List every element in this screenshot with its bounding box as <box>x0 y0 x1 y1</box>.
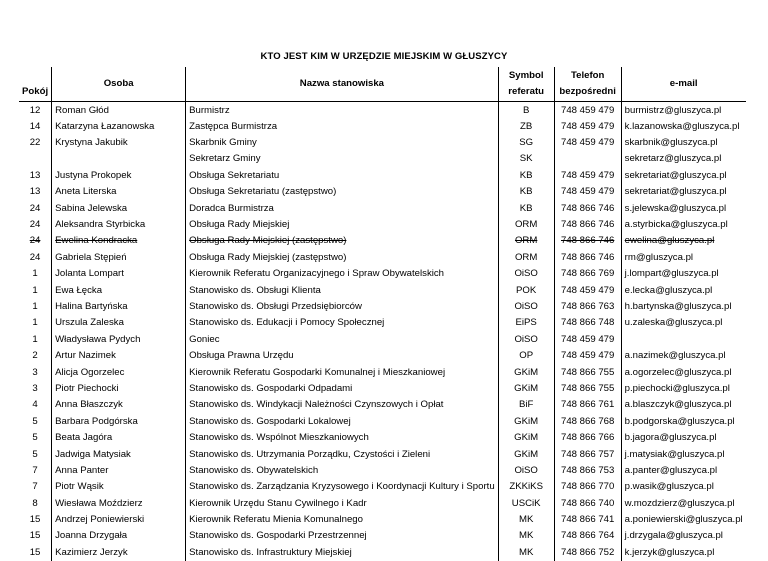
person-cell: Jadwiga Matysiak <box>52 446 186 462</box>
person-cell: Piotr Piechocki <box>52 380 186 396</box>
email-cell: b.podgorska@gluszyca.pl <box>621 413 746 429</box>
symbol-cell: MK <box>498 511 554 527</box>
room-cell: 1 <box>32 300 38 312</box>
email-cell: a.blaszczyk@gluszyca.pl <box>621 397 746 413</box>
person-cell: Aneta Literska <box>52 184 186 200</box>
room-cell: 12 <box>29 104 41 116</box>
room-cell: 24 <box>29 235 41 247</box>
person-cell: Katarzyna Łazanowska <box>52 118 186 134</box>
email-cell: h.bartynska@gluszyca.pl <box>621 298 746 314</box>
symbol-cell: KB <box>498 200 554 216</box>
person-cell: Ewelina Kondracka <box>52 233 186 249</box>
person-cell: Beata Jagóra <box>52 429 186 445</box>
phone-cell <box>554 151 621 167</box>
symbol-cell: ZB <box>498 118 554 134</box>
table-row <box>19 216 746 232</box>
header-symbol-line2: referatu <box>508 86 545 97</box>
symbol-cell: SK <box>498 151 554 167</box>
phone-cell: 748 459 479 <box>554 184 621 200</box>
symbol-cell: GKiM <box>498 380 554 396</box>
header-phone-line2: bezpośredni <box>559 86 616 97</box>
person-cell: Alicja Ogorzelec <box>52 364 186 380</box>
table-row <box>19 397 746 413</box>
table-row <box>19 462 746 478</box>
room-cell: 2 <box>32 350 38 362</box>
symbol-cell: BiF <box>498 397 554 413</box>
email-cell: j.lompart@gluszyca.pl <box>621 266 746 282</box>
room-cell: 15 <box>29 514 41 526</box>
symbol-cell: ZKKiKS <box>498 479 554 495</box>
room-cell: 24 <box>29 251 41 263</box>
position-cell: Obsługa Rady Miejskiej (zastępstwo) <box>186 233 499 249</box>
table-row <box>19 266 746 282</box>
person-cell: Barbara Podgórska <box>52 413 186 429</box>
email-cell: b.jagora@gluszyca.pl <box>621 429 746 445</box>
position-cell: Stanowisko ds. Obsługi Klienta <box>186 282 499 298</box>
table-row <box>19 364 746 380</box>
table-row <box>19 315 746 331</box>
symbol-cell: ORM <box>498 233 554 249</box>
person-cell: Urszula Zaleska <box>52 315 186 331</box>
table-row <box>19 282 746 298</box>
room-cell: 3 <box>32 382 38 394</box>
email-cell: p.wasik@gluszyca.pl <box>621 479 746 495</box>
symbol-cell: GKiM <box>498 364 554 380</box>
person-cell: Halina Bartyńska <box>52 298 186 314</box>
phone-cell: 748 459 479 <box>554 347 621 363</box>
symbol-cell: GKiM <box>498 446 554 462</box>
table-row <box>19 495 746 511</box>
phone-cell: 748 459 479 <box>554 331 621 347</box>
email-cell: rm@gluszyca.pl <box>621 249 746 265</box>
phone-cell: 748 866 755 <box>554 380 621 396</box>
room-cell: 14 <box>29 120 41 132</box>
email-cell: j.drzygala@gluszyca.pl <box>621 528 746 544</box>
room-cell: 5 <box>32 415 38 427</box>
room-cell: 1 <box>32 333 38 345</box>
email-cell: skarbnik@gluszyca.pl <box>621 134 746 150</box>
email-cell: e.lecka@gluszyca.pl <box>621 282 746 298</box>
symbol-cell: ORM <box>498 216 554 232</box>
position-cell: Zastępca Burmistrza <box>186 118 499 134</box>
email-cell: a.panter@gluszyca.pl <box>621 462 746 478</box>
table-row <box>19 200 746 216</box>
phone-cell: 748 866 761 <box>554 397 621 413</box>
table-row <box>19 249 746 265</box>
symbol-cell: B <box>498 102 554 119</box>
table-row <box>19 102 746 119</box>
phone-cell: 748 866 752 <box>554 544 621 560</box>
phone-cell: 748 866 746 <box>554 216 621 232</box>
phone-cell: 748 866 740 <box>554 495 621 511</box>
position-cell: Obsługa Rady Miejskiej (zastępstwo) <box>186 249 499 265</box>
table-row <box>19 167 746 183</box>
table-row <box>19 233 746 249</box>
position-cell: Obsługa Sekretariatu (zastępstwo) <box>186 184 499 200</box>
header-person: Osoba <box>52 67 186 102</box>
person-cell: Ewa Łęcka <box>52 282 186 298</box>
email-cell: a.ogorzelec@gluszyca.pl <box>621 364 746 380</box>
phone-cell: 748 866 764 <box>554 528 621 544</box>
symbol-cell: USCiK <box>498 495 554 511</box>
table-row <box>19 118 746 134</box>
person-cell: Roman Głód <box>52 102 186 119</box>
phone-cell: 748 866 755 <box>554 364 621 380</box>
phone-cell: 748 866 757 <box>554 446 621 462</box>
header-phone-line1: Telefon <box>570 70 605 81</box>
position-cell: Skarbnik Gminy <box>186 134 499 150</box>
person-cell: Justyna Prokopek <box>52 167 186 183</box>
person-cell: Krystyna Jakubik <box>52 134 186 150</box>
table-row <box>19 528 746 544</box>
phone-cell: 748 866 768 <box>554 413 621 429</box>
person-cell: Andrzej Poniewierski <box>52 511 186 527</box>
position-cell: Stanowisko ds. Gospodarki Przestrzennej <box>186 528 499 544</box>
phone-cell: 748 866 748 <box>554 315 621 331</box>
symbol-cell: MK <box>498 528 554 544</box>
header-symbol-line1: Symbol <box>508 70 544 81</box>
position-cell: Stanowisko ds. Gospodarki Odpadami <box>186 380 499 396</box>
table-row <box>19 429 746 445</box>
email-cell: u.zaleska@gluszyca.pl <box>621 315 746 331</box>
table-row <box>19 347 746 363</box>
person-cell <box>52 151 186 167</box>
room-cell: 4 <box>32 399 38 411</box>
position-cell: Sekretarz Gminy <box>186 151 499 167</box>
person-cell: Kazimierz Jerzyk <box>52 544 186 560</box>
position-cell: Kierownik Referatu Mienia Komunalnego <box>186 511 499 527</box>
email-cell: burmistrz@gluszyca.pl <box>621 102 746 119</box>
email-cell: a.poniewierski@gluszyca.pl <box>621 511 746 527</box>
position-cell: Stanowisko ds. Gospodarki Lokalowej <box>186 413 499 429</box>
table-header-row <box>19 67 746 102</box>
position-cell: Stanowisko ds. Zarządzania Kryzysowego i Koordynacji Kultury i Sportu <box>186 479 499 495</box>
staff-table <box>19 67 746 561</box>
room-cell: 15 <box>29 530 41 542</box>
symbol-cell: OiSO <box>498 298 554 314</box>
room-cell: 1 <box>32 284 38 296</box>
email-cell: p.piechocki@gluszyca.pl <box>621 380 746 396</box>
person-cell: Joanna Drzygała <box>52 528 186 544</box>
phone-cell: 748 866 741 <box>554 511 621 527</box>
person-cell: Wiesława Moździerz <box>52 495 186 511</box>
position-cell: Obsługa Rady Miejskiej <box>186 216 499 232</box>
email-cell: a.nazimek@gluszyca.pl <box>621 347 746 363</box>
room-cell: 1 <box>32 268 38 280</box>
symbol-cell: MK <box>498 544 554 560</box>
room-cell: 3 <box>32 366 38 378</box>
room-cell: 8 <box>32 497 38 509</box>
table-row <box>19 184 746 200</box>
person-cell: Anna Panter <box>52 462 186 478</box>
position-cell: Stanowisko ds. Edukacji i Pomocy Społecznej <box>186 315 499 331</box>
phone-cell: 748 866 766 <box>554 429 621 445</box>
phone-cell: 748 459 479 <box>554 282 621 298</box>
symbol-cell: OiSO <box>498 266 554 282</box>
room-cell: 7 <box>32 464 38 476</box>
room-cell: 5 <box>32 448 38 460</box>
email-cell: a.styrbicka@gluszyca.pl <box>621 216 746 232</box>
table-body <box>19 102 746 561</box>
phone-cell: 748 866 746 <box>554 200 621 216</box>
table-row <box>19 298 746 314</box>
symbol-cell: OiSO <box>498 462 554 478</box>
position-cell: Stanowisko ds. Utrzymania Porządku, Czystości i Zieleni <box>186 446 499 462</box>
header-email: e-mail <box>621 67 746 102</box>
position-cell: Obsługa Sekretariatu <box>186 167 499 183</box>
phone-cell: 748 866 746 <box>554 233 621 249</box>
person-cell: Artur Nazimek <box>52 347 186 363</box>
email-cell: sekretarz@gluszyca.pl <box>621 151 746 167</box>
position-cell: Stanowisko ds. Obywatelskich <box>186 462 499 478</box>
symbol-cell: EiPS <box>498 315 554 331</box>
header-symbol <box>498 67 554 102</box>
symbol-cell: KB <box>498 167 554 183</box>
person-cell: Władysława Pydych <box>52 331 186 347</box>
position-cell: Kierownik Referatu Gospodarki Komunalnej i Mieszkaniowej <box>186 364 499 380</box>
table-row <box>19 511 746 527</box>
room-cell: 7 <box>32 481 38 493</box>
position-cell: Doradca Burmistrza <box>186 200 499 216</box>
position-cell: Kierownik Referatu Organizacyjnego i Spraw Obywatelskich <box>186 266 499 282</box>
room-cell: 24 <box>29 219 41 231</box>
table-row <box>19 544 746 560</box>
position-cell: Obsługa Prawna Urzędu <box>186 347 499 363</box>
symbol-cell: OP <box>498 347 554 363</box>
table-row <box>19 134 746 150</box>
symbol-cell: GKiM <box>498 429 554 445</box>
symbol-cell: OiSO <box>498 331 554 347</box>
position-cell: Goniec <box>186 331 499 347</box>
phone-cell: 748 459 479 <box>554 102 621 119</box>
room-cell: 22 <box>29 137 41 149</box>
position-cell: Stanowisko ds. Infrastruktury Miejskiej <box>186 544 499 560</box>
table-row <box>19 151 746 167</box>
symbol-cell: GKiM <box>498 413 554 429</box>
room-cell: 15 <box>29 546 41 558</box>
email-cell: k.jerzyk@gluszyca.pl <box>621 544 746 560</box>
person-cell: Gabriela Stępień <box>52 249 186 265</box>
phone-cell: 748 866 770 <box>554 479 621 495</box>
person-cell: Anna Błaszczyk <box>52 397 186 413</box>
table-row <box>19 446 746 462</box>
header-phone <box>554 67 621 102</box>
table-row <box>19 331 746 347</box>
email-cell: s.jelewska@gluszyca.pl <box>621 200 746 216</box>
person-cell: Aleksandra Styrbicka <box>52 216 186 232</box>
person-cell: Sabina Jelewska <box>52 200 186 216</box>
position-cell: Kierownik Urzędu Stanu Cywilnego i Kadr <box>186 495 499 511</box>
symbol-cell: POK <box>498 282 554 298</box>
email-cell: w.mozdzierz@gluszyca.pl <box>621 495 746 511</box>
symbol-cell: ORM <box>498 249 554 265</box>
position-cell: Stanowisko ds. Obsługi Przedsiębiorców <box>186 298 499 314</box>
phone-cell: 748 866 763 <box>554 298 621 314</box>
page-title: KTO JEST KIM W URZĘDZIE MIEJSKIM W GŁUSZYCY <box>260 51 508 62</box>
symbol-cell: KB <box>498 184 554 200</box>
phone-cell: 748 866 769 <box>554 266 621 282</box>
room-cell <box>19 151 52 167</box>
phone-cell: 748 459 479 <box>554 167 621 183</box>
email-cell: sekretariat@gluszyca.pl <box>621 167 746 183</box>
room-cell: 13 <box>29 186 41 198</box>
symbol-cell: SG <box>498 134 554 150</box>
table-row <box>19 380 746 396</box>
phone-cell: 748 866 746 <box>554 249 621 265</box>
table-row <box>19 479 746 495</box>
phone-cell: 748 459 479 <box>554 134 621 150</box>
room-cell: 5 <box>32 432 38 444</box>
email-cell <box>621 331 746 347</box>
room-cell: 1 <box>32 317 38 329</box>
position-cell: Stanowisko ds. Windykacji Należności Czynszowych i Opłat <box>186 397 499 413</box>
phone-cell: 748 459 479 <box>554 118 621 134</box>
phone-cell: 748 866 753 <box>554 462 621 478</box>
email-cell: ewelina@gluszyca.pl <box>621 233 746 249</box>
room-cell: 24 <box>29 202 41 214</box>
room-cell: 13 <box>29 169 41 181</box>
person-cell: Jolanta Lompart <box>52 266 186 282</box>
header-room: Pokój <box>22 86 49 97</box>
email-cell: k.lazanowska@gluszyca.pl <box>621 118 746 134</box>
table-row <box>19 413 746 429</box>
position-cell: Burmistrz <box>186 102 499 119</box>
email-cell: j.matysiak@gluszyca.pl <box>621 446 746 462</box>
email-cell: sekretariat@gluszyca.pl <box>621 184 746 200</box>
person-cell: Piotr Wąsik <box>52 479 186 495</box>
header-position: Nazwa stanowiska <box>186 67 499 102</box>
position-cell: Stanowisko ds. Wspólnot Mieszkaniowych <box>186 429 499 445</box>
